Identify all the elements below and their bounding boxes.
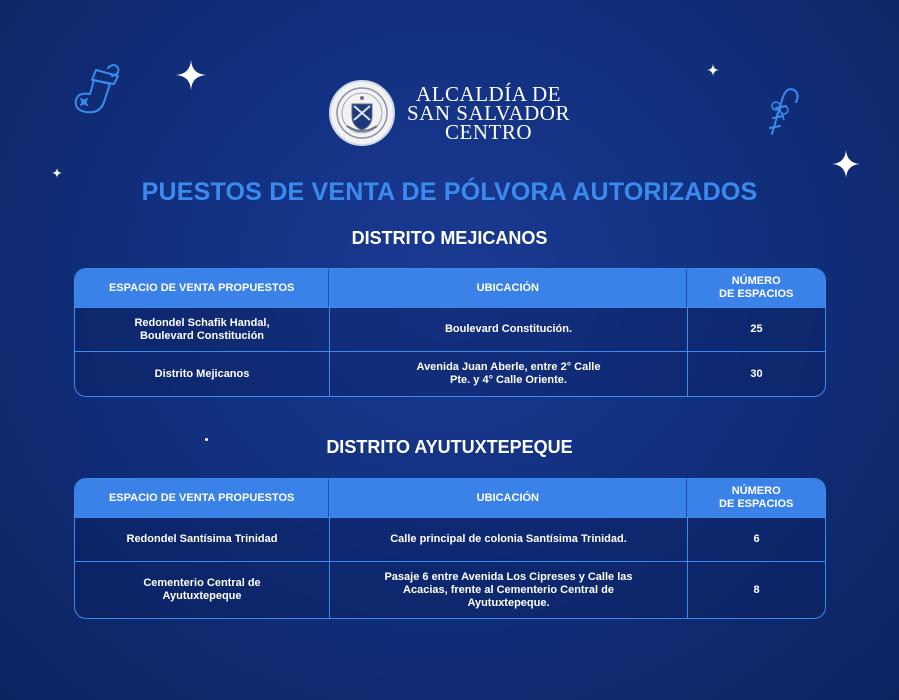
cell-ubicacion [329,518,687,561]
header-espacio: ESPACIO DE VENTA PROPUESTOS [108,281,295,294]
sparkle-icon [832,150,860,178]
table-ayutuxtepeque [74,478,826,619]
cell-line: Pasaje 6 entre Avenida Los Cipreses y Calle las [384,570,633,583]
municipal-seal-logo [329,80,395,146]
cell-ubicacion [329,308,687,351]
page-title: PUESTOS DE VENTA DE PÓLVORA AUTORIZADOS [141,178,758,206]
cell-line: Cementerio Central de [143,577,261,589]
cell-line: Calle principal de colonia Santísima Trinidad. [390,533,627,545]
cell-line: Pte. y 4° Calle Oriente. [450,374,567,386]
table-row [75,307,825,351]
cell-ubicacion [329,562,687,618]
table-row [75,351,825,396]
cell-line: Avenida Juan Aberle, entre 2° Calle [416,361,601,373]
header-numero-line: NÚMERO [731,485,781,497]
org-name-line: ALCALDÍA DE [416,81,561,106]
cell-espacio [75,562,329,618]
header-ubicacion: UBICACIÓN [328,479,686,517]
cell-line: Distrito Mejicanos [154,367,250,380]
cell-line: Redondel Schafik Handal, [134,316,270,329]
cell-espacio [75,352,329,396]
header-numero-line: NÚMERO [731,275,781,287]
sparkle-icon [52,168,62,178]
table-mejicanos [74,268,826,397]
cell-numero: 8 [687,562,825,618]
header-numero-line: DE ESPACIOS [719,288,794,300]
cell-line: Boulevard Constitución. [444,323,573,335]
org-name-line: CENTRO [445,119,532,144]
organization-name [407,81,570,144]
header-numero [686,269,825,307]
cell-numero: 25 [687,308,825,351]
cell-numero: 6 [687,518,825,561]
cell-line: Boulevard Constitución [139,329,265,342]
cell-espacio [75,518,329,561]
cell-espacio [75,308,329,351]
district-title-ayutuxtepeque: DISTRITO AYUTUXTEPEQUE [326,437,573,457]
table-row [75,517,825,561]
table-header [75,479,825,517]
district-title-mejicanos: DISTRITO MEJICANOS [351,228,548,248]
header-numero-line: DE ESPACIOS [719,498,794,510]
cell-line: Acacias, frente al Cementerio Central de [403,583,614,596]
header-numero [686,479,825,517]
cell-line: Ayutuxtepeque. [467,596,550,609]
header-espacio: ESPACIO DE VENTA PROPUESTOS [108,491,295,504]
table-header [75,269,825,307]
cell-numero: 30 [687,352,825,396]
header-ubicacion: UBICACIÓN [328,269,686,307]
header [0,80,899,146]
cell-line: Redondel Santísima Trinidad [126,533,278,545]
table-row [75,561,825,618]
cell-ubicacion [329,352,687,396]
org-name-line: SAN SALVADOR [407,100,570,125]
sparkle-icon [707,64,719,76]
cell-line: Ayutuxtepeque [162,590,242,602]
